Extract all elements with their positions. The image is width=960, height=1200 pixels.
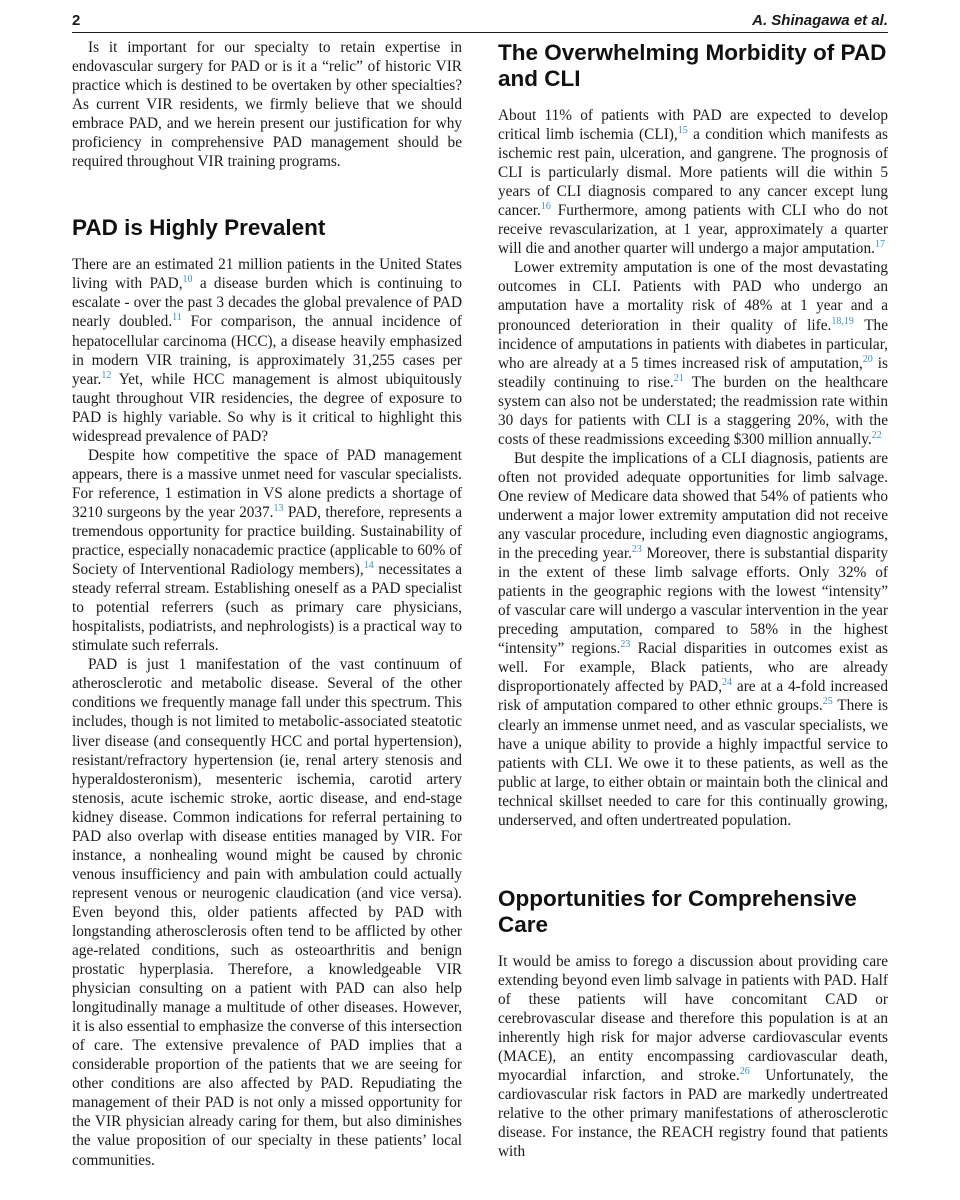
citation-ref[interactable]: 13 bbox=[273, 502, 284, 514]
comprehensive-care-paragraph: It would be amiss to forego a discussion about providing care extending beyond even limb salvage in patients with PAD. Half of these patients will have concomitant CAD or cerebrovascular disease and therefore this population is at an inherently high risk for major adverse cardiovascular events (MACE), an entity encompassing cardiovascular death, myocardial infarction, and stroke.$^{26}$ Unfortunately, the cardiovascular risk factors in PAD are markedly undertreated relative to the other primary manifestations of atherosclerotic disease. For instance, the REACH registry found that patients with bbox=[498, 952, 889, 1161]
citation-ref[interactable]: 23 bbox=[620, 639, 631, 651]
citation-ref[interactable]: 16 bbox=[540, 201, 551, 213]
citation-ref[interactable]: 22 bbox=[871, 429, 882, 441]
prevalence-paragraph-1: There are an estimated 21 million patients in the United States living with PAD,$^{10}$ a disease burden which is continuing to escalate - over the past 3 decades the global prevalence of PAD nearly doubled.$^{11}$ For comparison, the annual incidence of hepatocellular carcinoma (HCC), a disease heavily emphasized in modern VIR training, is approximately 31,255 cases per year.$^{12}$ Yet, while HCC management is almost ubiquitously taught throughout VIR residencies, the degree of exposure to PAD is highly variable. So why is it critical to highlight this widespread prevalence of PAD? bbox=[72, 256, 463, 445]
citation-ref[interactable]: 11 bbox=[172, 312, 182, 324]
section-heading-morbidity: The Overwhelming Morbidity of PAD and CLI bbox=[498, 40, 887, 91]
morbidity-paragraph-1: About 11% of patients with PAD are expected to develop critical limb ischemia (CLI),$^{15}$ a condition which manifests as ischemic rest pain, ulceration, and gangrene. The prognosis of CLI is particularly dismal. More patients will die within 5 years of CLI diagnosis compared to any cancer except lung cancer.$^{16}$ Furthermore, among patients with CLI who do not receive revascularization, at 1 year, approximately a quarter will die and another quarter will undergo a major amputation.$^{17}$ bbox=[498, 107, 888, 258]
morbidity-paragraph-3: But despite the implications of a CLI diagnosis, patients are often not provided adequate opportunities for limb salvage. One review of Medicare data showed that 54% of patients who underwent a major lower extremity amputation did not receive any vascular procedure, including even diagnostic angiograms, in the preceding year.$^{23}$ Moreover, there is substantial disparity in the extent of these limb salvage efforts. Only 32% of patients in the geographic regions with the lowest “intensity” of vascular care will undergo a vascular intervention in the year preceding amputation, compared to 58% in the highest “intensity” regions.$^{23}$ Racial disparities in outcomes exist as well. For example, Black patients, who are already disproportionately affected by PAD,$^{24}$ are at a 4-fold increased risk of amputation compared to other ethnic groups.$^{25}$ There is clearly an immense unmet need, and as vascular specialists, we have a unique ability to provide a highly impactful service to patients with CLI. We owe it to these patients, as well as the public at large, to either obtain or maintain both the clinical and technical skillset needed to care for this continually growing, underserved, and often undertreated population. bbox=[498, 449, 889, 829]
running-authors: A. Shinagawa et al. bbox=[752, 12, 888, 29]
citation-ref[interactable]: 10 bbox=[182, 274, 193, 286]
prevalence-paragraph-3: PAD is just 1 manifestation of the vast continuum of atherosclerotic and metabolic disease. Several of the other conditions we frequently manage fall under this spectrum. This includes, though is not limited to metabolic-associated steatotic liver disease (and consequently HCC and portal hypertension), resistant/refractory hypertension (ie, renal artery stenosis and hyperaldosteronism), mesenteric ischemia, carotid artery stenosis, acute ischemic stroke, aortic disease, and end-stage kidney disease. Common indications for referral pertaining to PAD also overlap with disease entities managed by VIR. For instance, a nonhealing wound might be caused by chronic venous insufficiency and pain with ambulation could actually represent venous or neurogenic claudication (and vice versa). Even beyond this, older patients affected by PAD with longstanding atherosclerosis often tend to be afflicted by other age-related conditions, such as osteoarthritis and benign prostatic hyperplasia. Therefore, a knowledgeable VIR physician consulting on a patient with PAD can also help longitudinally manage a multitude of other diseases. However, it is also essential to emphasize the converse of this intersection of care. The extensive prevalence of PAD implies that a considerable proportion of the patients that we are seeing for other conditions are also affected by PAD. Repudiating the management of their PAD is not only a missed opportunity for the VIR physician already caring for them, but also diminishes the value proposition of our specialty in these patients’ local communities. bbox=[72, 656, 462, 1169]
prevalence-paragraph-2: Despite how competitive the space of PAD management appears, there is a massive unmet need for vascular specialists. For reference, 1 estimation in VS alone predicts a shortage of 3210 surgeons by the year 2037.13 PAD, therefore, represents a tremendous opportunity for practice building. Sustainability of practice, especially nonacademic practice (applicable to 60% of Society of Interventional Radiology members),$^{14}$ necessitates a steady referral stream. Establishing oneself as a PAD specialist to potential referrers (such as primary care physicians, hospitalists, podiatrists, and nephrologists) is a practical way to stimulate such referrals. bbox=[72, 446, 462, 655]
citation-ref[interactable]: 15 bbox=[677, 124, 688, 136]
citation-ref[interactable]: 23 bbox=[631, 543, 642, 555]
left-column bbox=[72, 38, 462, 1170]
citation-ref[interactable]: 18,19 bbox=[831, 315, 854, 327]
citation-ref[interactable]: 12 bbox=[101, 369, 112, 381]
running-header bbox=[72, 10, 888, 33]
right-column bbox=[498, 38, 888, 1161]
page-number: 2 bbox=[72, 12, 81, 29]
citation-ref[interactable]: 14 bbox=[363, 559, 374, 571]
section-heading-prevalence: PAD is Highly Prevalent bbox=[72, 215, 326, 241]
citation-ref[interactable]: 17 bbox=[874, 239, 885, 251]
citation-ref[interactable]: 24 bbox=[722, 677, 733, 689]
morbidity-paragraph-2: Lower extremity amputation is one of the most devastating outcomes in CLI. Patients with PAD who undergo an amputation have a mortality risk of 48% at 1 year and a pronounced deterioration in their quality of life.$^{18,19}$ The incidence of amputations in patients with diabetes in particular, who are already at a 5 times increased risk of amputation,$^{20}$ is steadily continuing to rise.$^{21}$ The burden on the healthcare system can also not be understated; the readmission rate within 30 days for patients with CLI is a staggering 20%, with the costs of these readmissions exceeding $300 million annually.$^{22}$ bbox=[498, 259, 888, 448]
citation-ref[interactable]: 25 bbox=[822, 696, 833, 708]
citation-ref[interactable]: 20 bbox=[862, 353, 873, 365]
intro-paragraph: Is it important for our specialty to retain expertise in endovascular surgery for PAD or is it a “relic” of historic VIR practice which is destined to be overtaken by other specialties? As current VIR residents, we firmly believe that we should embrace PAD, and we herein present our justification for why proficiency in comprehensive PAD management should be required throughout VIR training programs. bbox=[72, 39, 462, 171]
citation-ref[interactable]: 21 bbox=[673, 372, 684, 384]
section-heading-comprehensive-care: Opportunities for Comprehensive Care bbox=[498, 885, 857, 937]
citation-ref[interactable]: 26 bbox=[739, 1065, 750, 1077]
